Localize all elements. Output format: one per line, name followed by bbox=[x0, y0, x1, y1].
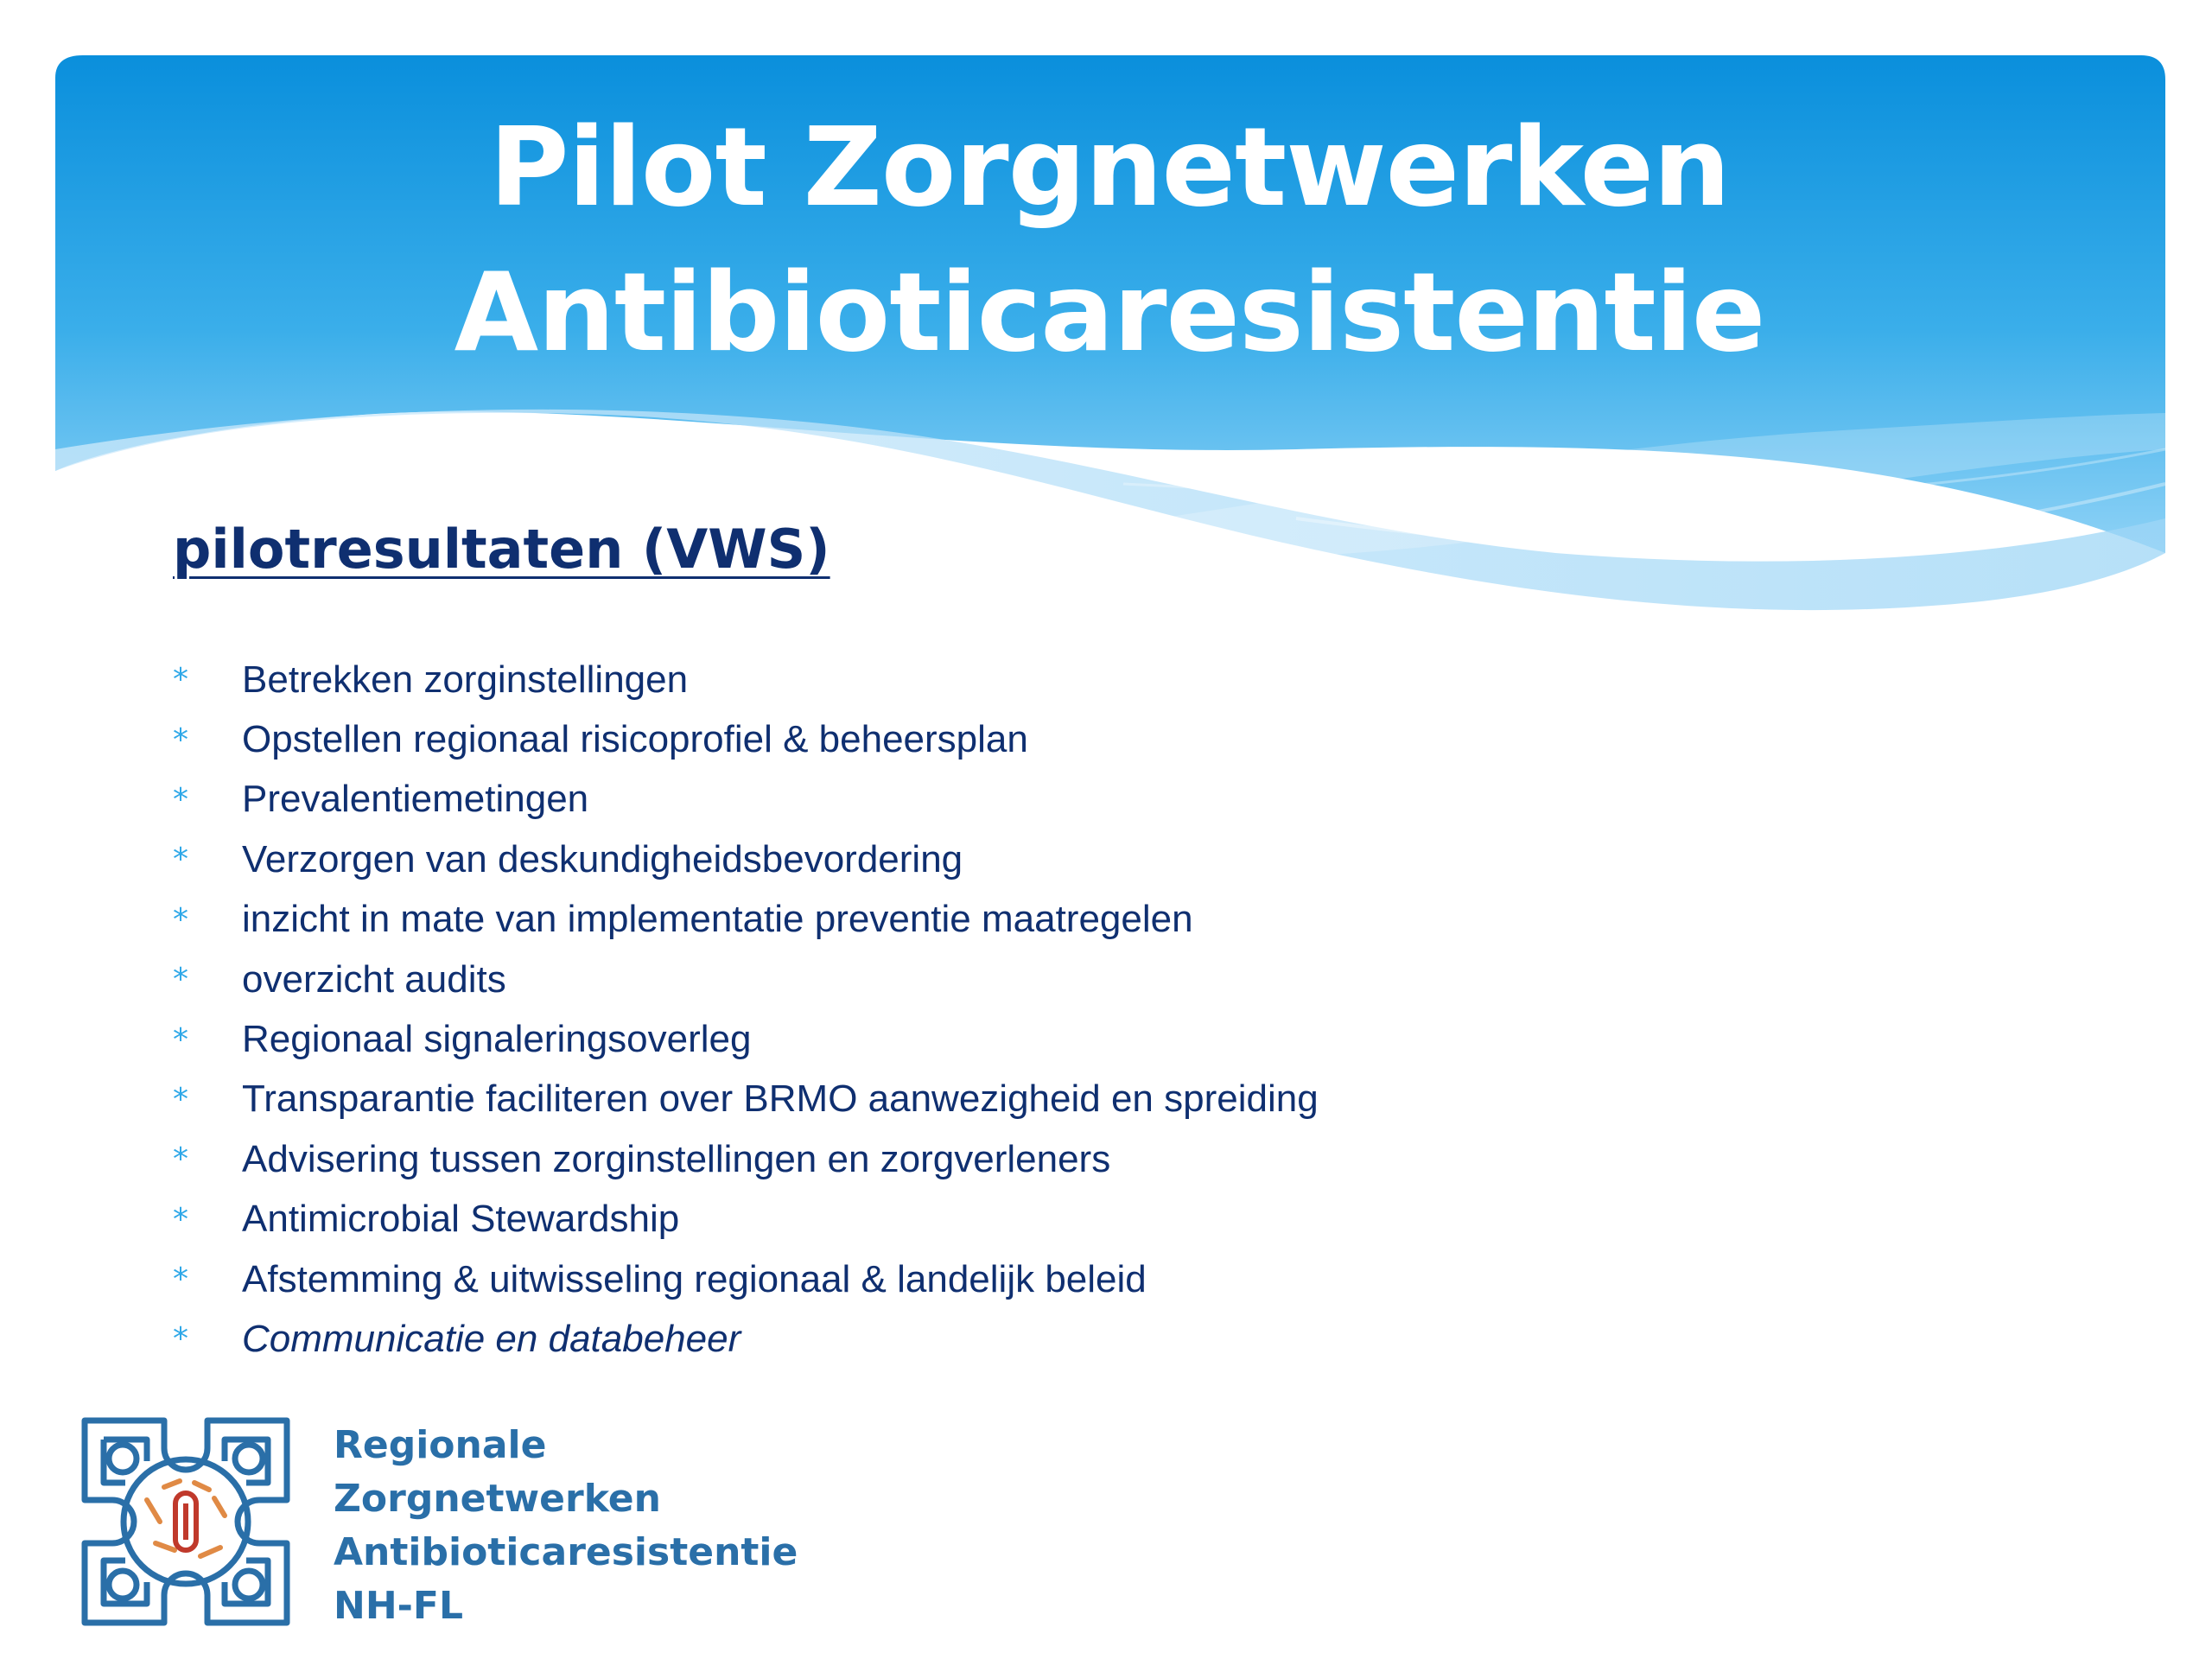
list-item-text: Prevalentiemetingen bbox=[242, 778, 589, 821]
list-item-text: Afstemming & uitwisseling regionaal & landelijk beleid bbox=[242, 1257, 1147, 1300]
list-item bbox=[173, 1249, 1319, 1309]
list-item-text: Advisering tussen zorginstellingen en zorgverleners bbox=[242, 1137, 1111, 1180]
bullet-marker-icon: * bbox=[173, 1201, 188, 1237]
bullet-list bbox=[173, 650, 1319, 1370]
logo-line-2: Zorgnetwerken bbox=[334, 1477, 661, 1521]
list-item bbox=[173, 950, 1319, 1009]
title-line-2: Antibioticaresistentie bbox=[454, 249, 1765, 376]
list-item-text: Communicatie en databeheer bbox=[242, 1317, 741, 1360]
list-item-text: Verzorgen van deskundigheidsbevordering bbox=[242, 837, 963, 880]
logo-line-1: Regionale bbox=[334, 1423, 547, 1467]
title-line-1: Pilot Zorgnetwerken bbox=[489, 104, 1730, 231]
bullet-marker-icon: * bbox=[173, 1021, 188, 1058]
list-item-text: Transparantie faciliteren over BRMO aanwezigheid en spreiding bbox=[242, 1077, 1319, 1121]
list-item bbox=[173, 1009, 1319, 1069]
list-item-text: Opstellen regionaal risicoprofiel & beheersplan bbox=[242, 718, 1028, 761]
list-item bbox=[173, 1129, 1319, 1189]
list-item bbox=[173, 1309, 1319, 1369]
bullet-marker-icon: * bbox=[173, 1081, 188, 1117]
bullet-marker-icon: * bbox=[173, 1321, 188, 1357]
organization-logo-text bbox=[334, 1419, 798, 1633]
list-item bbox=[173, 830, 1319, 889]
list-item bbox=[173, 1190, 1319, 1249]
logo-line-3: Antibioticaresistentie bbox=[334, 1530, 798, 1574]
bullet-marker-icon: * bbox=[173, 662, 188, 698]
list-item-text: Regionaal signaleringsoverleg bbox=[242, 1018, 752, 1061]
bullet-marker-icon: * bbox=[173, 962, 188, 998]
list-item bbox=[173, 650, 1319, 709]
list-item bbox=[173, 890, 1319, 950]
bullet-marker-icon: * bbox=[173, 781, 188, 817]
list-item bbox=[173, 770, 1319, 830]
bullet-marker-icon: * bbox=[173, 1141, 188, 1178]
list-item-text: inzicht in mate van implementatie preventie maatregelen bbox=[242, 898, 1193, 941]
logo-line-4: NH-FL bbox=[334, 1584, 464, 1628]
bullet-marker-icon: * bbox=[173, 901, 188, 938]
bullet-marker-icon: * bbox=[173, 721, 188, 758]
bullet-marker-icon: * bbox=[173, 1262, 188, 1298]
network-bacteria-logo-icon bbox=[78, 1414, 294, 1630]
list-item-text: overzicht audits bbox=[242, 957, 506, 1001]
list-item-text: Betrekken zorginstellingen bbox=[242, 658, 689, 701]
list-item bbox=[173, 1070, 1319, 1129]
list-item-text: Antimicrobial Stewardship bbox=[242, 1198, 680, 1241]
section-heading: pilotresultaten (VWS) bbox=[173, 518, 830, 581]
list-item bbox=[173, 709, 1319, 769]
bullet-marker-icon: * bbox=[173, 842, 188, 878]
page-title bbox=[55, 95, 2164, 385]
